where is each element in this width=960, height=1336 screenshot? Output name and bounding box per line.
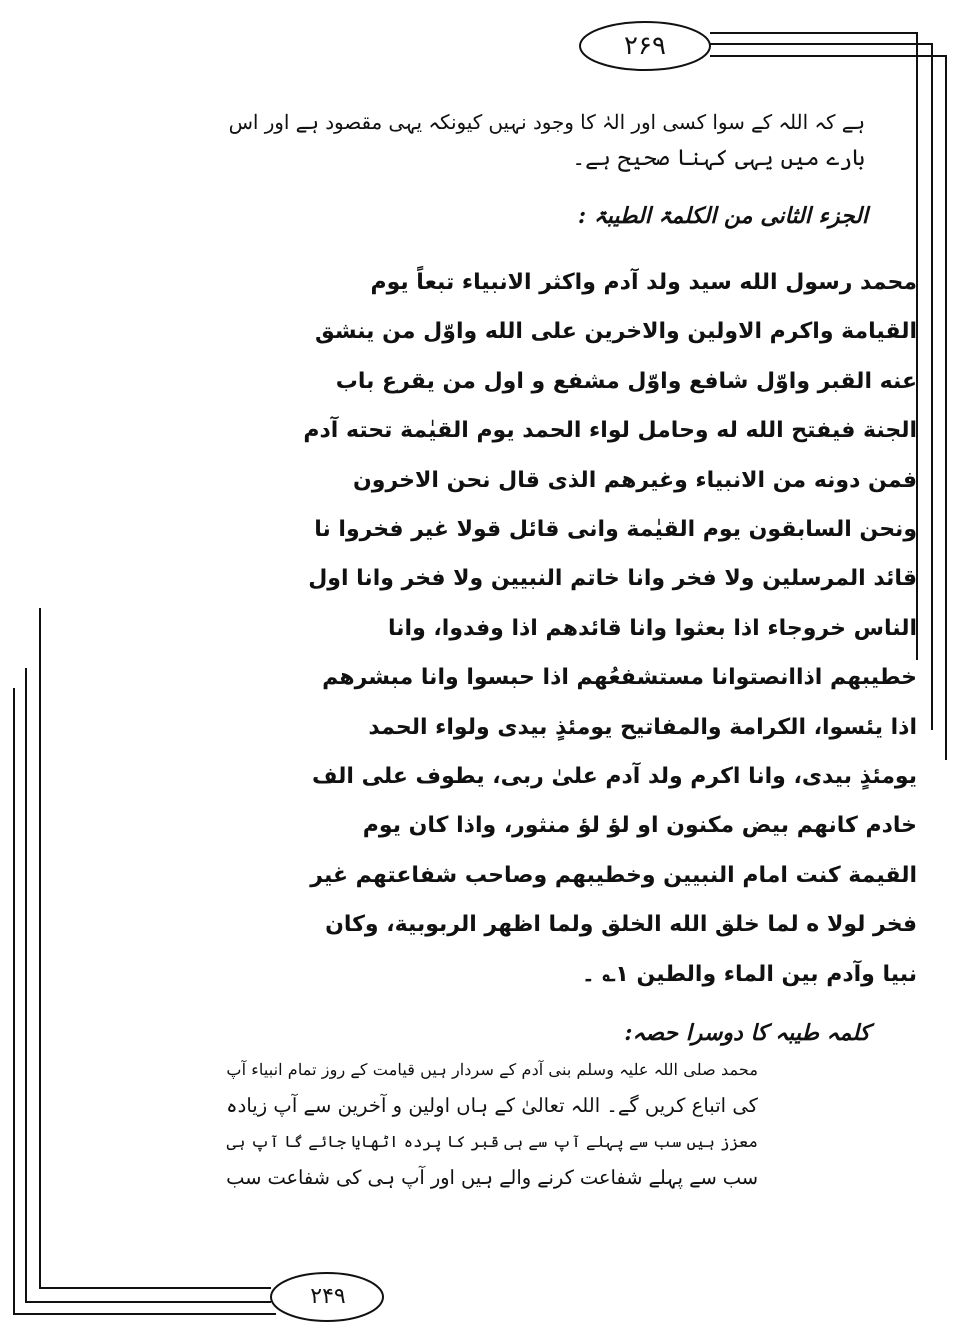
text-line: القيمة كنت امام النبيين وخطيبهم وصاحب شفاعتهم غير <box>310 862 917 888</box>
page-number-bottom: ۲۴۹ <box>310 1284 346 1309</box>
text-line: فمن دونه من الانبياء وغيرهم الذى قال نحن الاخرون <box>353 467 917 493</box>
text-line: الناس خروجاء اذا بعثوا وانا قائدهم اذا وفدوا، وانا <box>388 615 917 641</box>
urdu-paragraph-translation <box>215 1052 758 1196</box>
text-line: الجنة فيفتح الله له وحامل لواء الحمد يوم القيٰمة تحته آدم <box>303 418 917 444</box>
text-line: ونحن السابقون يوم القيٰمة وانى قائل قولا غير فخروا نا <box>314 517 917 543</box>
urdu-section-heading: کلمہ طیبہ کا دوسرا حصہ: <box>624 1020 870 1046</box>
arabic-hadith-text <box>216 258 917 999</box>
text-line: محمد رسول الله سيد ولد آدم واكثر الانبياء تبعاً يوم <box>370 270 917 295</box>
text-line: يومئذٍ بيدى، وانا اكرم ولد آدم علىٰ ربى، يطوف على الف <box>311 764 917 790</box>
text-line: سب سے پہلے شفاعت کرنے والے ہیں اور آپ ہی کی شفاعت سب <box>226 1166 758 1189</box>
text-line: محمد صلی اللہ علیہ وسلم بنی آدم کے سردار ہیں قیامت کے روز تمام انبیاء آپ <box>226 1060 758 1079</box>
text-line: قائد المرسلين ولا فخر وانا خاتم النبيين ولا فخر وانا اول <box>308 566 917 592</box>
text-line: اذا يئسوا، الكرامة والمفاتيح يومئذٍ بيدى ولواء الحمد <box>368 714 917 740</box>
text-line: خطيبهم اذاانصتوانا مستشفعُهم اذا حبسوا وانا مبشرهم <box>322 665 917 691</box>
arabic-section-heading: الجزء الثانی من الکلمۃ الطیبۃ : <box>578 203 868 229</box>
text-line: کی اتباع کریں گے۔ اللہ تعالیٰ کے ہاں اولین و آخرین سے آپ زیادہ <box>226 1094 758 1117</box>
text-line: عنه القبر واوّل شافع واوّل مشفع و اول من يقرع باب <box>335 368 917 394</box>
text-line: معزز ہیں سب سے پہلے آپ سے ہی قبر کا پردہ اٹھایا جائے گا آپ ہی <box>226 1132 758 1151</box>
text-line: ہے کہ اللہ کے سوا کسی اور الہٰ کا وجود نہیں کیونکہ یہی مقصود ہے اور اس <box>228 111 865 134</box>
text-line: بارے میں یہی کہنا صحیح ہے۔ <box>572 146 865 171</box>
text-line: خادم كانهم بيض مكنون او لؤ لؤ منثور، واذا كان يوم <box>362 813 917 839</box>
text-line: نبيا وآدم بين الماء والطين ١؎ ۔ <box>581 961 917 987</box>
urdu-paragraph-intro <box>215 105 865 177</box>
text-line: فخر لولا ه لما خلق الله الخلق ولما اظهر الربوبية، وكان <box>325 912 917 938</box>
page-number-top: ۲۶۹ <box>624 31 666 61</box>
text-line: القيامة واكرم الاولين والاخرين على الله واوّل من ينشق <box>314 319 917 345</box>
